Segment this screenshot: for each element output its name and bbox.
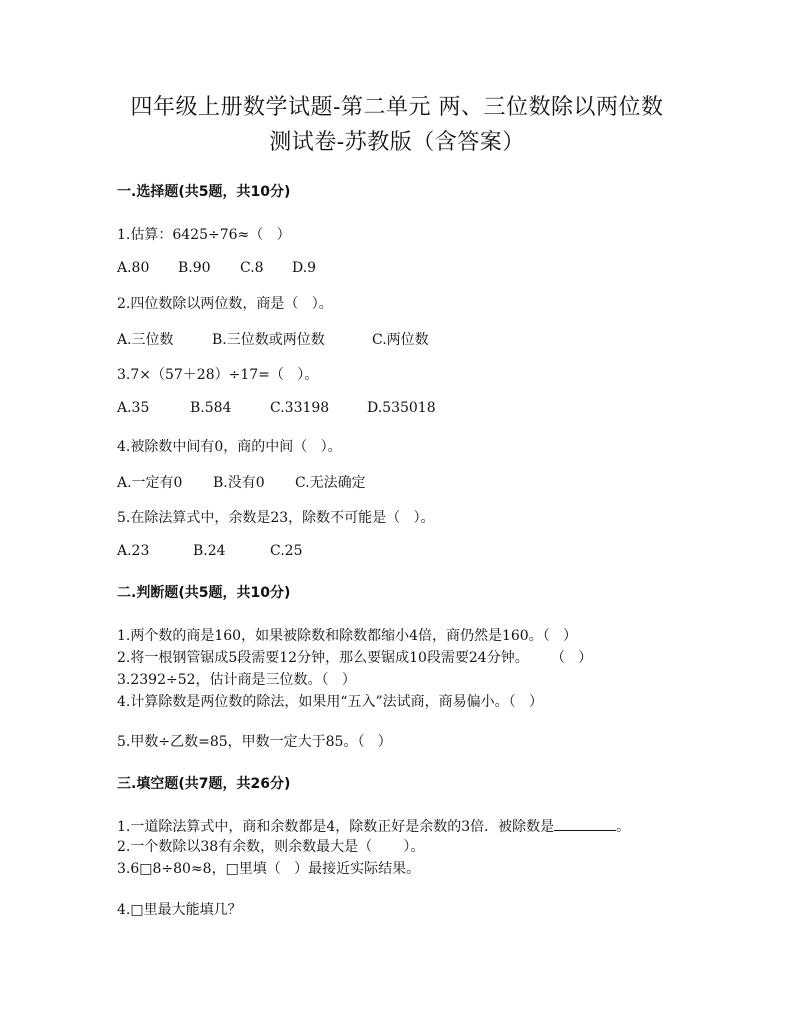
answer-blank	[554, 818, 616, 831]
section3-heading: 三.填空题(共7题，共26分)	[117, 776, 291, 792]
q5-option-c: C.25	[270, 543, 303, 559]
judge-item-5: 5.甲数÷乙数=85，甲数一定大于85。（ ）	[117, 734, 392, 750]
fill-item-1	[117, 816, 630, 836]
fill-item-3: 3.6□8÷80≈8，□里填（ ）最接近实际结果。	[117, 861, 421, 877]
q4-option-a: A.一定有0	[117, 475, 183, 491]
fill-item-1-end: 。	[616, 819, 631, 835]
judge-item-4: 4.计算除数是两位数的除法，如果用“五入”法试商，商易偏小。（ ）	[117, 694, 544, 710]
question-2: 2.四位数除以两位数，商是（ ）。	[117, 296, 333, 312]
q3-option-a: A.35	[117, 400, 150, 416]
question-1: 1.估算：6425÷76≈（ ）	[117, 227, 291, 243]
q1-option-a: A.80	[117, 260, 150, 276]
q1-option-b: B.90	[178, 260, 211, 276]
judge-item-2: 2.将一根钢管锯成5段需要12分钟，那么要锯成10段需要24分钟。 （ ）	[117, 650, 593, 666]
q2-option-a: A.三位数	[117, 332, 174, 348]
section2-heading: 二.判断题(共5题，共10分)	[117, 585, 291, 601]
q5-option-a: A.23	[117, 543, 150, 559]
judge-item-1: 1.两个数的商是160，如果被除数和除数都缩小4倍，商仍然是160。（ ）	[117, 628, 578, 644]
fill-item-1-text: 1.一道除法算式中，商和余数都是4，除数正好是余数的3倍．被除数是	[117, 819, 555, 835]
question-3: 3.7×（57＋28）÷17=（ ）。	[117, 367, 319, 383]
q1-option-d: D.9	[292, 260, 317, 276]
q2-option-c: C.两位数	[372, 332, 429, 348]
fill-item-4: 4.□里最大能填几？	[117, 902, 242, 918]
q1-option-c: C.8	[240, 260, 264, 276]
q4-option-b: B.没有0	[213, 475, 265, 491]
judge-item-3: 3.2392÷52，估计商是三位数。（ ）	[117, 672, 356, 688]
document-title-line1: 四年级上册数学试题-第二单元 两、三位数除以两位数	[130, 95, 664, 120]
question-4: 4.被除数中间有0，商的中间（ ）。	[117, 439, 342, 455]
q5-option-b: B.24	[193, 543, 226, 559]
fill-item-2: 2.一个数除以38有余数，则余数最大是（ ）。	[117, 839, 425, 855]
q3-option-d: D.535018	[367, 400, 436, 416]
q2-option-b: B.三位数或两位数	[212, 332, 325, 348]
question-5: 5.在除法算式中，余数是23，除数不可能是（ ）。	[117, 510, 435, 526]
q4-option-c: C.无法确定	[295, 475, 366, 491]
q3-option-b: B.584	[190, 400, 232, 416]
q3-option-c: C.33198	[270, 400, 330, 416]
section1-heading: 一.选择题(共5题，共10分)	[117, 184, 291, 200]
document-title-line2: 测试卷-苏教版（含答案）	[269, 130, 525, 155]
